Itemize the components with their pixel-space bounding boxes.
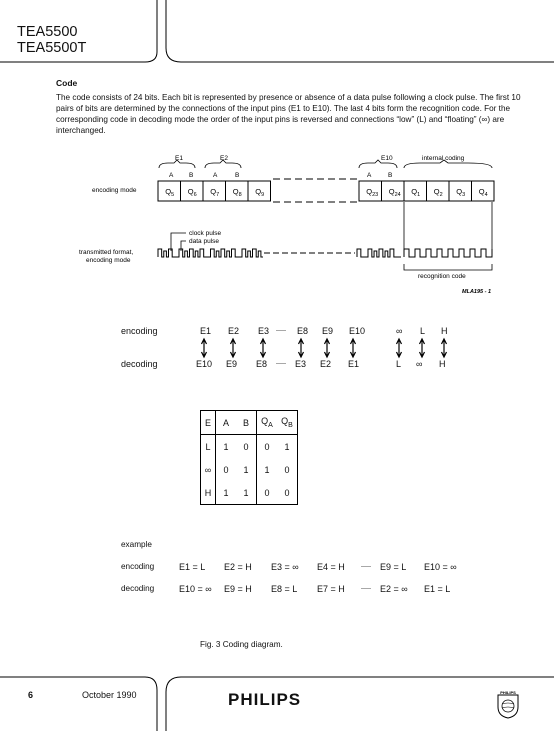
cell: 0 xyxy=(236,435,257,459)
mapping-encoding-label: encoding xyxy=(121,326,158,336)
code-cell-label: $Q_1$ xyxy=(411,187,421,198)
mapping-arrows xyxy=(0,336,554,360)
header-title-1: TEA5500 xyxy=(17,24,78,40)
th-a: A xyxy=(216,411,237,435)
cells-right xyxy=(359,181,494,201)
example-item: E2 = H xyxy=(224,562,252,572)
mapping-decoding-label: decoding xyxy=(121,359,158,369)
transmitted-format-label: transmitted format, xyxy=(79,249,134,256)
cell: 1 xyxy=(264,464,270,475)
cell: L xyxy=(201,435,216,459)
group-label-e1: E1 xyxy=(175,155,183,162)
ab-label: A xyxy=(367,172,372,179)
encoding-mode-label: encoding mode xyxy=(92,187,137,194)
encoding-mode-label-2: encoding mode xyxy=(86,257,131,264)
pulse-train-right xyxy=(357,249,492,257)
svg-text:PHILIPS: PHILIPS xyxy=(500,690,516,695)
cells-left xyxy=(158,181,271,201)
code-cell-label: $Q_7$ xyxy=(210,187,220,198)
th-e: E xyxy=(201,411,216,435)
table-row xyxy=(201,481,298,505)
example-encoding-label: encoding xyxy=(121,562,155,571)
code-cell-label: $Q_9$ xyxy=(255,187,265,198)
ab-label: B xyxy=(388,172,393,179)
double-arrow-icon xyxy=(351,339,356,357)
section-intro: The code consists of 24 bits. Each bit is represented by presence or absence of a data pulse following a clock pulse. The first 10 pairs of bits are determined by the connections of the input pins (E1 to E10). The last 4 bits form the recognition code. For the corresponding code in decoding mode the order of the input pins is reversed and connections “low” (L) and “floating” (∞) are interchanged. xyxy=(56,93,521,135)
double-arrow-icon xyxy=(231,339,236,357)
mapping-item: E9 xyxy=(226,359,238,369)
mapping-item: E1 xyxy=(200,326,212,336)
mapping-item: ----- xyxy=(276,328,286,334)
th-qb: $Q_B$ xyxy=(277,411,298,435)
mapping-item: L xyxy=(420,326,426,336)
example-item: E1 = L xyxy=(424,584,451,594)
example-item: E1 = L xyxy=(179,562,206,572)
cell: 1 xyxy=(216,481,237,505)
ab-label: B xyxy=(189,172,194,179)
mapping-item: ∞ xyxy=(396,326,403,336)
cell: 0 xyxy=(223,464,229,475)
double-arrow-icon xyxy=(299,339,304,357)
clock-pulse-label: clock pulse xyxy=(189,230,222,237)
mapping-item: E2 xyxy=(320,359,332,369)
mapping-item: E9 xyxy=(322,326,334,336)
example-item: E7 = H xyxy=(317,584,345,594)
mapping-item: ∞ xyxy=(416,359,423,369)
double-arrow-icon xyxy=(202,339,207,357)
mapping-item: E3 xyxy=(258,326,270,336)
ab-label: B xyxy=(235,172,240,179)
example-item: E4 = H xyxy=(317,562,345,572)
code-cell-label: $Q_{23}$ xyxy=(366,187,379,198)
mapping-item: E10 xyxy=(196,359,213,369)
example-item: E8 = L xyxy=(271,584,298,594)
mapping-item: E1 xyxy=(348,359,360,369)
example-decoding-label: decoding xyxy=(121,584,155,593)
group-label-e2: E2 xyxy=(220,155,228,162)
mapping-item: E10 xyxy=(349,326,366,336)
truth-table xyxy=(200,410,298,505)
footer-rule xyxy=(0,677,157,731)
example-title: example xyxy=(121,540,152,549)
coding-diagram xyxy=(0,0,554,310)
cell: H xyxy=(201,481,216,505)
pulse-train-left xyxy=(158,249,263,257)
cell: 1 xyxy=(223,441,229,452)
example-item: E10 = ∞ xyxy=(424,562,457,572)
example-item: E3 = ∞ xyxy=(271,562,299,572)
cell: 0 xyxy=(277,481,298,505)
example-item: E10 = ∞ xyxy=(179,584,212,594)
example-item: E2 = ∞ xyxy=(380,584,408,594)
footer-date: October 1990 xyxy=(82,690,137,700)
double-arrow-icon xyxy=(442,339,447,357)
code-cell-label: $Q_3$ xyxy=(456,187,466,198)
philips-shield-logo xyxy=(496,689,520,719)
mapping-item: H xyxy=(439,359,446,369)
recognition-bracket xyxy=(404,264,492,270)
data-pulse-label: data pulse xyxy=(189,238,219,245)
cell: 1 xyxy=(236,458,257,481)
code-cell-label: $Q_{24}$ xyxy=(388,187,401,198)
figure-ref: MLA195 - 1 xyxy=(462,289,492,295)
code-cell-label: $Q_6$ xyxy=(187,187,197,198)
cell: ∞ xyxy=(201,458,216,481)
code-cell-label: $Q_5$ xyxy=(165,187,175,198)
mapping-item: ----- xyxy=(276,361,286,367)
th-b: B xyxy=(236,411,257,435)
cell: 0 xyxy=(264,441,270,452)
example-item: E9 = L xyxy=(380,562,407,572)
mapping-item: E3 xyxy=(295,359,307,369)
mapping-item: H xyxy=(441,326,448,336)
recognition-code-label: recognition code xyxy=(418,273,466,280)
brand-wordmark: PHILIPS xyxy=(228,690,302,709)
cell: 0 xyxy=(277,458,298,481)
ab-label: A xyxy=(169,172,174,179)
example-item: ----- xyxy=(361,586,371,592)
group-label-e10: E10 xyxy=(381,155,393,162)
mapping-item: E8 xyxy=(256,359,268,369)
th-qa: $Q_A$ xyxy=(257,411,278,435)
example-item: E9 = H xyxy=(224,584,252,594)
example-item: ----- xyxy=(361,564,371,570)
mapping-item: L xyxy=(396,359,402,369)
code-cell-label: $Q_8$ xyxy=(232,187,242,198)
section-title: Code xyxy=(56,78,78,88)
group-label-internal: internal coding xyxy=(422,155,465,162)
cell: 1 xyxy=(277,435,298,459)
table-row xyxy=(201,458,298,481)
double-arrow-icon xyxy=(325,339,330,357)
table-row xyxy=(201,435,298,459)
double-arrow-icon xyxy=(397,339,402,357)
cell: 0 xyxy=(257,481,278,505)
header-title-2: TEA5500T xyxy=(17,40,87,56)
double-arrow-icon xyxy=(261,339,266,357)
mapping-item: E2 xyxy=(228,326,240,336)
code-cell-label: $Q_4$ xyxy=(478,187,488,198)
page-number: 6 xyxy=(28,690,34,700)
figure-caption: Fig. 3 Coding diagram. xyxy=(200,640,283,649)
ab-label: A xyxy=(213,172,218,179)
cell: 1 xyxy=(236,481,257,505)
double-arrow-icon xyxy=(420,339,425,357)
mapping-item: E8 xyxy=(297,326,309,336)
code-cell-label: $Q_2$ xyxy=(433,187,443,198)
